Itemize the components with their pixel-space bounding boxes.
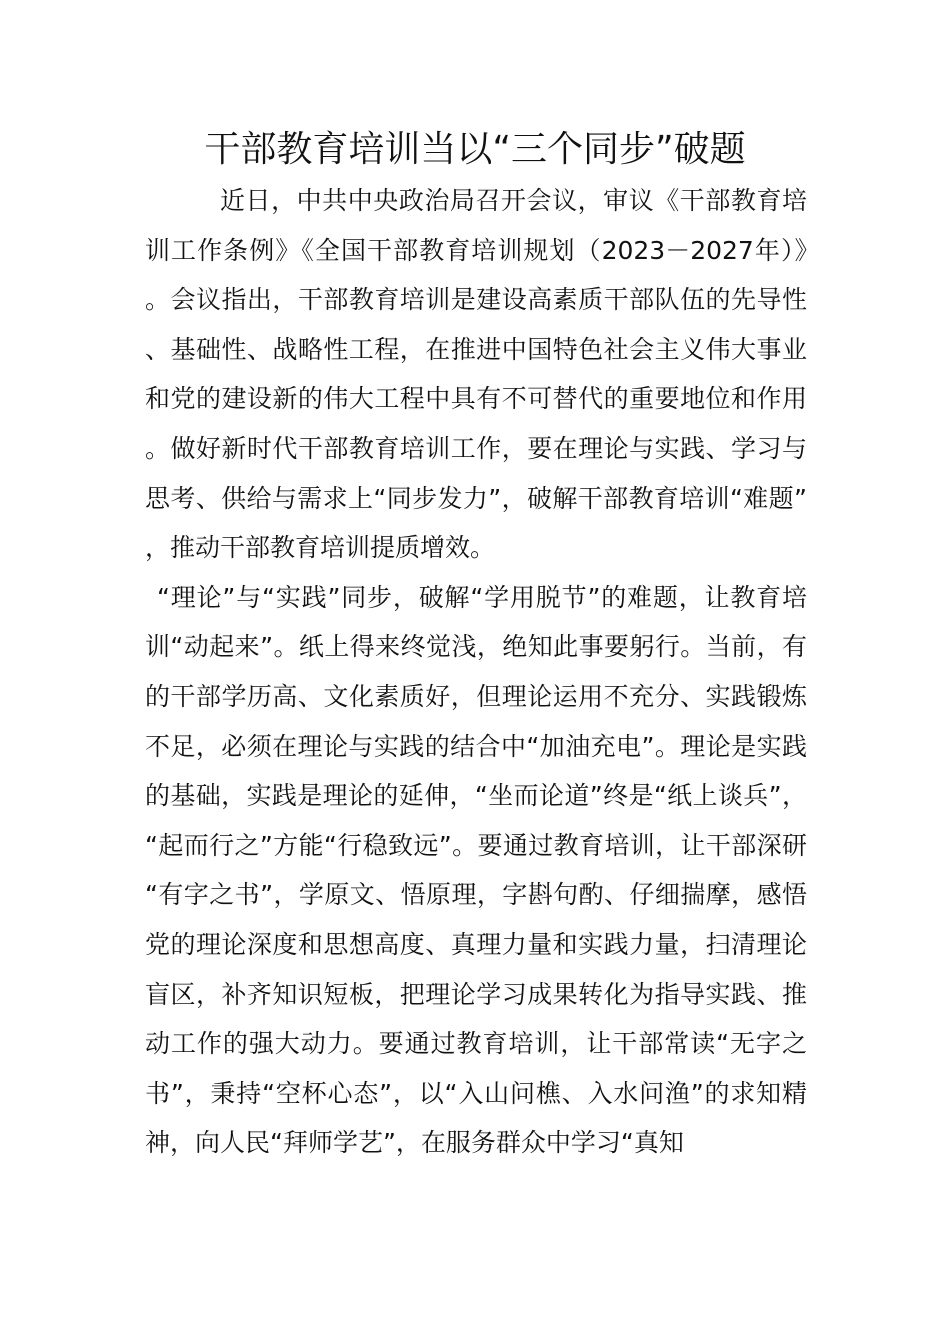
body-paragraph: “理论”与“实践”同步，破解“学用脱节”的难题，让教育培训“动起来”。纸上得来终觉浅，绝知此事要躬行。当前，有的干部学历高、文化素质好，但理论运用不充分、实践锻炼不足，必须在理论与实践的结合中“加油充电”。理论是实践的基础，实践是理论的延伸，“坐而论道”终是“纸上谈兵”，“起而行之”方能“行稳致远”。要通过教育培训，让干部深研“有字之书”，学原文、悟原理，字斟句酌、仔细揣摩，感悟党的理论深度和思想高度、真理力量和实践力量，扫清理论盲区，补齐知识短板，把理论学习成果转化为指导实践、推动工作的强大动力。要通过教育培训，让干部常读“无字之书”，秉持“空杯心态”，以“入山问樵、入水问渔”的求知精神，向人民“拜师学艺”，在服务群众中学习“真知 xyxy=(145,582,807,1158)
body-paragraph: 近日，中共中央政治局召开会议，审议《干部教育培训工作条例》《全国干部教育培训规划（2023－2027年）》。会议指出，干部教育培训是建设高素质干部队伍的先导性、基础性、战略性工程，在推进中国特色社会主义伟大事业和党的建设新的伟大工程中具有不可替代的重要地位和作用。做好新时代干部教育培训工作，要在理论与实践、学习与思考、供给与需求上“同步发力”，破解干部教育培训“难题”，推动干部教育培训提质增效。 xyxy=(145,186,807,563)
document-title: 干部教育培训当以“三个同步”破题 xyxy=(204,129,746,170)
document-body xyxy=(145,176,807,1168)
